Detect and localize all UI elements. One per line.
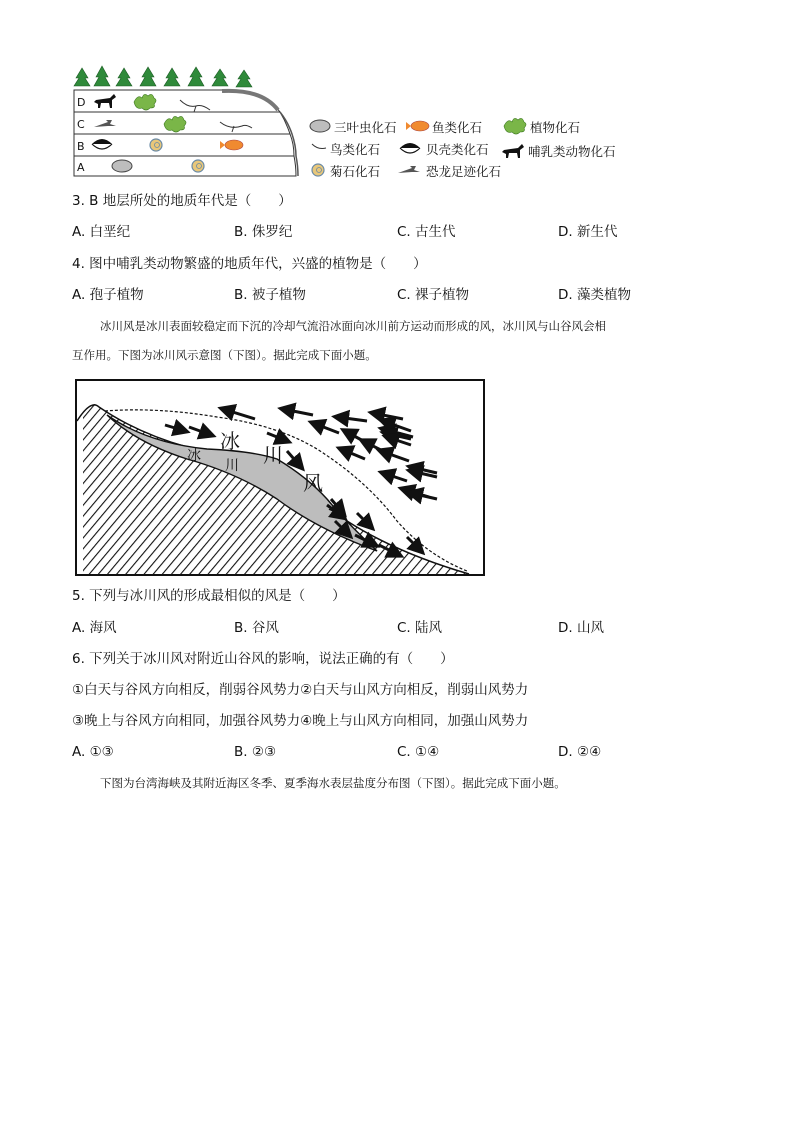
glacier-wind-label-1: 冰 xyxy=(220,429,240,453)
dinosaur-icon xyxy=(398,166,420,173)
glacier-label-1: 冰 xyxy=(187,448,201,464)
legend-plant: 植物化石 xyxy=(530,120,581,135)
q4-option-b: B. 被子植物 xyxy=(234,287,306,303)
q6-statement-line-1: ①白天与谷风方向相反，削弱谷风势力②白天与山风方向相反，削弱山风势力 xyxy=(72,682,529,698)
q6-option-a: A. ①③ xyxy=(72,744,114,760)
q5-option-d: D. 山风 xyxy=(558,620,604,636)
glacier-label-2: 川 xyxy=(225,458,239,474)
legend-shell: 贝壳类化石 xyxy=(426,142,489,157)
glacier-wind-diagram xyxy=(77,381,483,574)
q6-option-d: D. ②④ xyxy=(558,744,602,760)
trilobite-icon xyxy=(310,120,330,132)
bird-icon xyxy=(312,144,326,149)
legend-dinosaur: 恐龙足迹化石 xyxy=(426,164,502,179)
q3-option-a: A. 白垩纪 xyxy=(72,224,131,240)
legend-mammal: 哺乳类动物化石 xyxy=(528,144,616,159)
question-6-stem: 6. 下列关于冰川风对附近山谷风的影响，说法正确的有（ ） xyxy=(72,651,454,667)
q6-statement-line-2: ③晚上与谷风方向相同，加强谷风势力④晚上与山风方向相同，加强山风势力 xyxy=(72,713,529,729)
passage-1-line-2: 互作用。下图为冰川风示意图（下图）。据此完成下面小题。 xyxy=(72,348,377,362)
fossil-legend xyxy=(308,116,628,180)
q4-option-d: D. 藻类植物 xyxy=(558,287,631,303)
q3-option-d: D. 新生代 xyxy=(558,224,618,240)
strata-figure xyxy=(72,64,632,184)
q5-option-a: A. 海风 xyxy=(72,620,117,636)
q4-option-c: C. 裸子植物 xyxy=(397,287,470,303)
passage-1-line-1: 冰川风是冰川表面较稳定而下沉的冷却气流沿冰面向冰川前方运动而形成的风，冰川风与山谷风会相 xyxy=(100,319,606,333)
glacier-wind-label-2: 川 xyxy=(263,443,283,467)
glacier-wind-figure xyxy=(75,379,485,576)
q4-option-a: A. 孢子植物 xyxy=(72,287,144,303)
legend-fish: 鱼类化石 xyxy=(432,120,483,135)
plant-icon xyxy=(504,118,526,134)
forest-icon xyxy=(74,66,252,87)
trilobite-fossil-icon xyxy=(112,160,132,172)
q3-option-b: B. 侏罗纪 xyxy=(234,224,293,240)
layer-label-c: C xyxy=(77,118,85,131)
layer-label-d: D xyxy=(77,96,86,109)
mammal-icon xyxy=(502,144,524,158)
q6-option-b: B. ②③ xyxy=(234,744,277,760)
question-5-stem: 5. 下列与冰川风的形成最相似的风是（ ） xyxy=(72,588,346,604)
layer-label-a: A xyxy=(77,161,85,174)
strata-diagram xyxy=(72,64,302,179)
question-3-stem: 3. B 地层所处的地质年代是（ ） xyxy=(72,193,292,209)
fish-icon xyxy=(406,121,429,131)
legend-trilobite: 三叶虫化石 xyxy=(334,120,397,135)
glacier-wind-label-3: 风 xyxy=(303,471,323,495)
layer-label-b: B xyxy=(77,140,85,153)
q6-option-c: C. ①④ xyxy=(397,744,440,760)
q5-option-b: B. 谷风 xyxy=(234,620,279,636)
ammonite-fossil-icon-a xyxy=(192,160,204,172)
q3-option-c: C. 古生代 xyxy=(397,224,456,240)
q5-option-c: C. 陆风 xyxy=(397,620,443,636)
legend-bird: 鸟类化石 xyxy=(330,142,381,157)
shell-icon xyxy=(400,143,420,153)
passage-2-line-1: 下图为台湾海峡及其附近海区冬季、夏季海水表层盐度分布图（下图）。据此完成下面小题。 xyxy=(100,776,566,790)
ammonite-fossil-icon xyxy=(150,139,162,151)
question-4-stem: 4. 图中哺乳类动物繁盛的地质年代，兴盛的植物是（ ） xyxy=(72,256,427,272)
ammonite-icon xyxy=(312,164,324,176)
legend-ammonite: 菊石化石 xyxy=(330,164,381,179)
